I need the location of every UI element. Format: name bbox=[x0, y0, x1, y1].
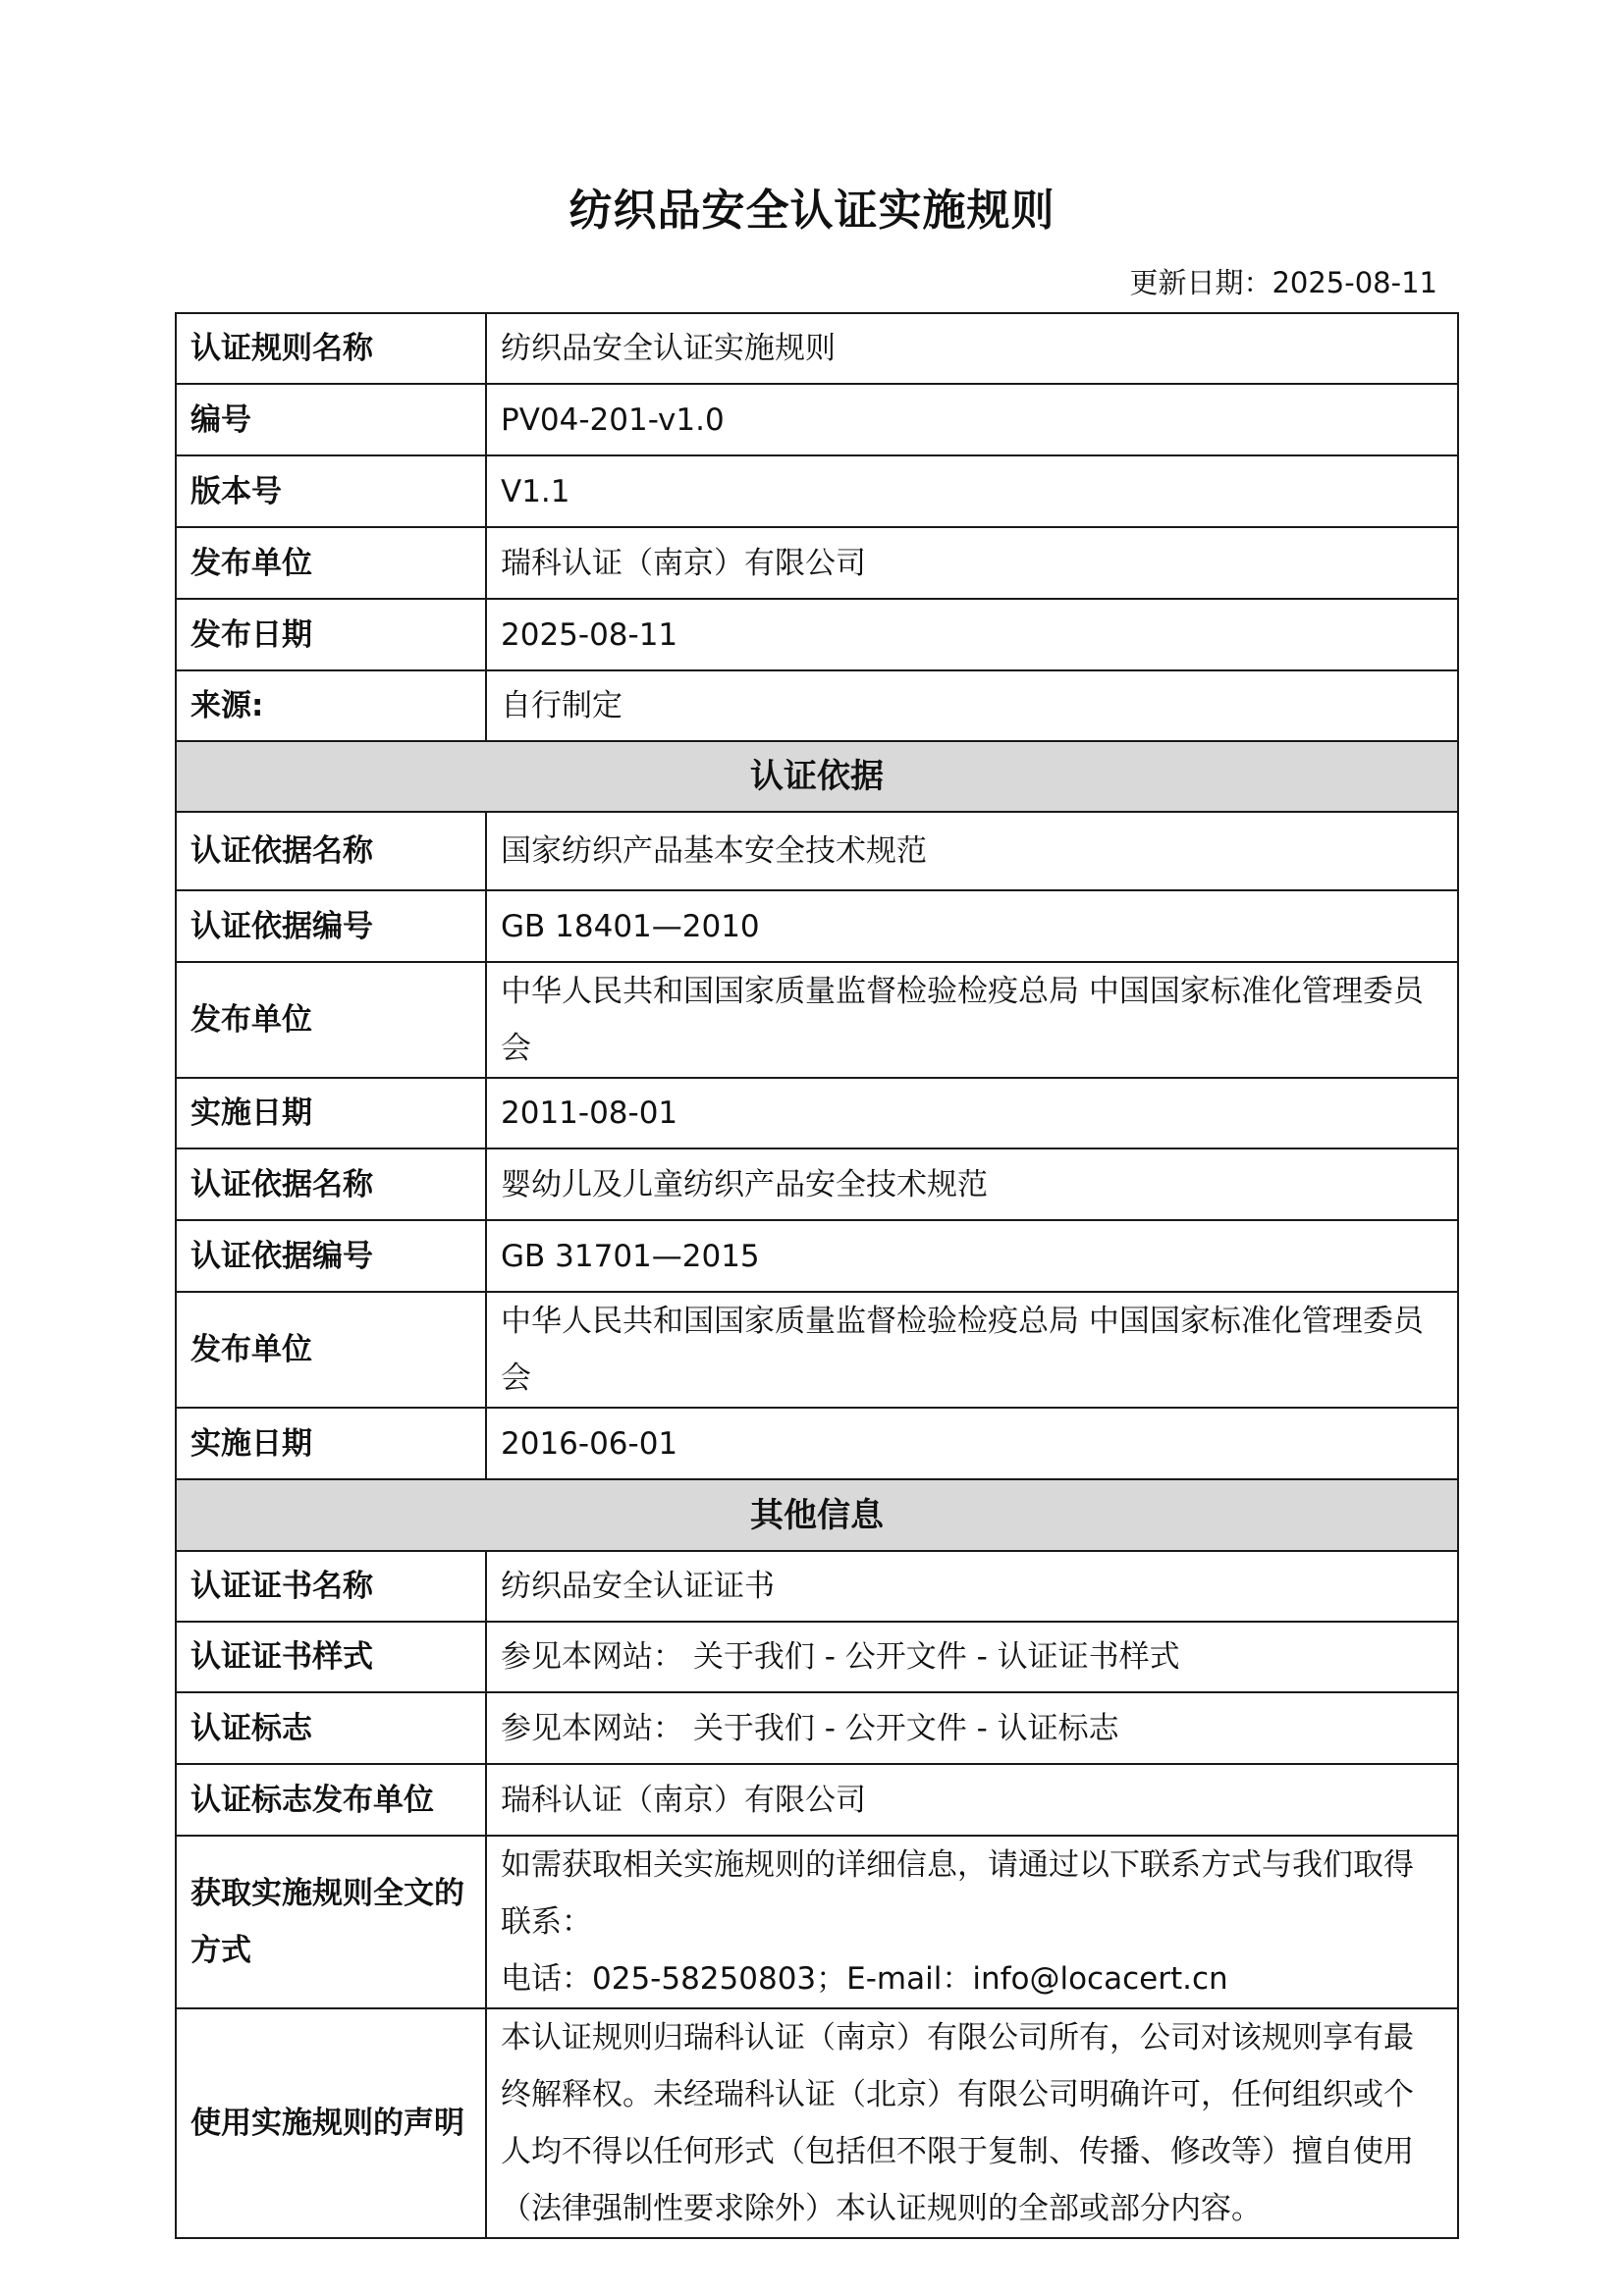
row-label: 发布单位 bbox=[176, 527, 486, 599]
row-label: 编号 bbox=[176, 384, 486, 455]
row-value: 自行制定 bbox=[486, 670, 1458, 741]
row-label: 发布日期 bbox=[176, 599, 486, 670]
row-label: 使用实施规则的声明 bbox=[176, 2008, 486, 2238]
table-row bbox=[176, 670, 1458, 741]
table-row bbox=[176, 599, 1458, 670]
row-value: 纺织品安全认证证书 bbox=[486, 1551, 1458, 1622]
row-value: 瑞科认证（南京）有限公司 bbox=[486, 1764, 1458, 1836]
row-label: 认证依据编号 bbox=[176, 890, 486, 962]
row-value: 2011-08-01 bbox=[486, 1078, 1458, 1148]
row-value: V1.1 bbox=[486, 455, 1458, 527]
section-header-basis bbox=[176, 741, 1458, 812]
table-row bbox=[176, 1148, 1458, 1220]
row-label: 发布单位 bbox=[176, 1292, 486, 1408]
table-row bbox=[176, 1764, 1458, 1836]
row-value: 2025-08-11 bbox=[486, 599, 1458, 670]
table-row bbox=[176, 1292, 1458, 1408]
section-title: 认证依据 bbox=[176, 741, 1458, 812]
table-row bbox=[176, 1078, 1458, 1148]
row-value: 2016-06-01 bbox=[486, 1408, 1458, 1479]
row-label: 实施日期 bbox=[176, 1078, 486, 1148]
row-value: GB 31701—2015 bbox=[486, 1220, 1458, 1292]
row-label: 认证证书样式 bbox=[176, 1622, 486, 1692]
row-label: 认证依据名称 bbox=[176, 1148, 486, 1220]
row-label: 认证证书名称 bbox=[176, 1551, 486, 1622]
row-label: 实施日期 bbox=[176, 1408, 486, 1479]
row-label: 获取实施规则全文的方式 bbox=[176, 1836, 486, 2008]
row-value: 纺织品安全认证实施规则 bbox=[486, 313, 1458, 384]
table-row bbox=[176, 1551, 1458, 1622]
row-label: 认证标志发布单位 bbox=[176, 1764, 486, 1836]
table-row bbox=[176, 890, 1458, 962]
table-row bbox=[176, 313, 1458, 384]
row-label: 来源: bbox=[176, 670, 486, 741]
table-row bbox=[176, 812, 1458, 890]
rule-info-table bbox=[175, 312, 1459, 2239]
row-value: 参见本网站： 关于我们 - 公开文件 - 认证证书样式 bbox=[486, 1622, 1458, 1692]
table-row bbox=[176, 1692, 1458, 1764]
table-row bbox=[176, 1408, 1458, 1479]
row-value: 国家纺织产品基本安全技术规范 bbox=[486, 812, 1458, 890]
section-header-other bbox=[176, 1479, 1458, 1551]
row-value: 参见本网站： 关于我们 - 公开文件 - 认证标志 bbox=[486, 1692, 1458, 1764]
row-label: 认证依据名称 bbox=[176, 812, 486, 890]
table-row bbox=[176, 1622, 1458, 1692]
row-label: 发布单位 bbox=[176, 962, 486, 1078]
row-label: 认证标志 bbox=[176, 1692, 486, 1764]
section-title: 其他信息 bbox=[176, 1479, 1458, 1551]
table-row bbox=[176, 962, 1458, 1078]
table-row bbox=[176, 527, 1458, 599]
table-row bbox=[176, 384, 1458, 455]
row-value: 瑞科认证（南京）有限公司 bbox=[486, 527, 1458, 599]
row-label: 版本号 bbox=[176, 455, 486, 527]
row-value: PV04-201-v1.0 bbox=[486, 384, 1458, 455]
row-value: 如需获取相关实施规则的详细信息，请通过以下联系方式与我们取得联系： 电话：025-58250803；E-mail：info@locacert.cn bbox=[486, 1836, 1458, 2008]
update-date: 更新日期：2025-08-11 bbox=[1129, 266, 1437, 299]
row-value: GB 18401—2010 bbox=[486, 890, 1458, 962]
row-value: 婴幼儿及儿童纺织产品安全技术规范 bbox=[486, 1148, 1458, 1220]
row-value: 本认证规则归瑞科认证（南京）有限公司所有，公司对该规则享有最终解释权。未经瑞科认证（北京）有限公司明确许可，任何组织或个人均不得以任何形式（包括但不限于复制、传播、修改等）擅自使用（法律强制性要求除外）本认证规则的全部或部分内容。 bbox=[486, 2008, 1458, 2238]
page-title: 纺织品安全认证实施规则 bbox=[568, 186, 1056, 236]
row-value: 中华人民共和国国家质量监督检验检疫总局 中国国家标准化管理委员会 bbox=[486, 1292, 1458, 1408]
table-row bbox=[176, 455, 1458, 527]
row-value: 中华人民共和国国家质量监督检验检疫总局 中国国家标准化管理委员会 bbox=[486, 962, 1458, 1078]
table-row bbox=[176, 1220, 1458, 1292]
row-label: 认证依据编号 bbox=[176, 1220, 486, 1292]
row-label: 认证规则名称 bbox=[176, 313, 486, 384]
table-row bbox=[176, 2008, 1458, 2238]
table-row bbox=[176, 1836, 1458, 2008]
